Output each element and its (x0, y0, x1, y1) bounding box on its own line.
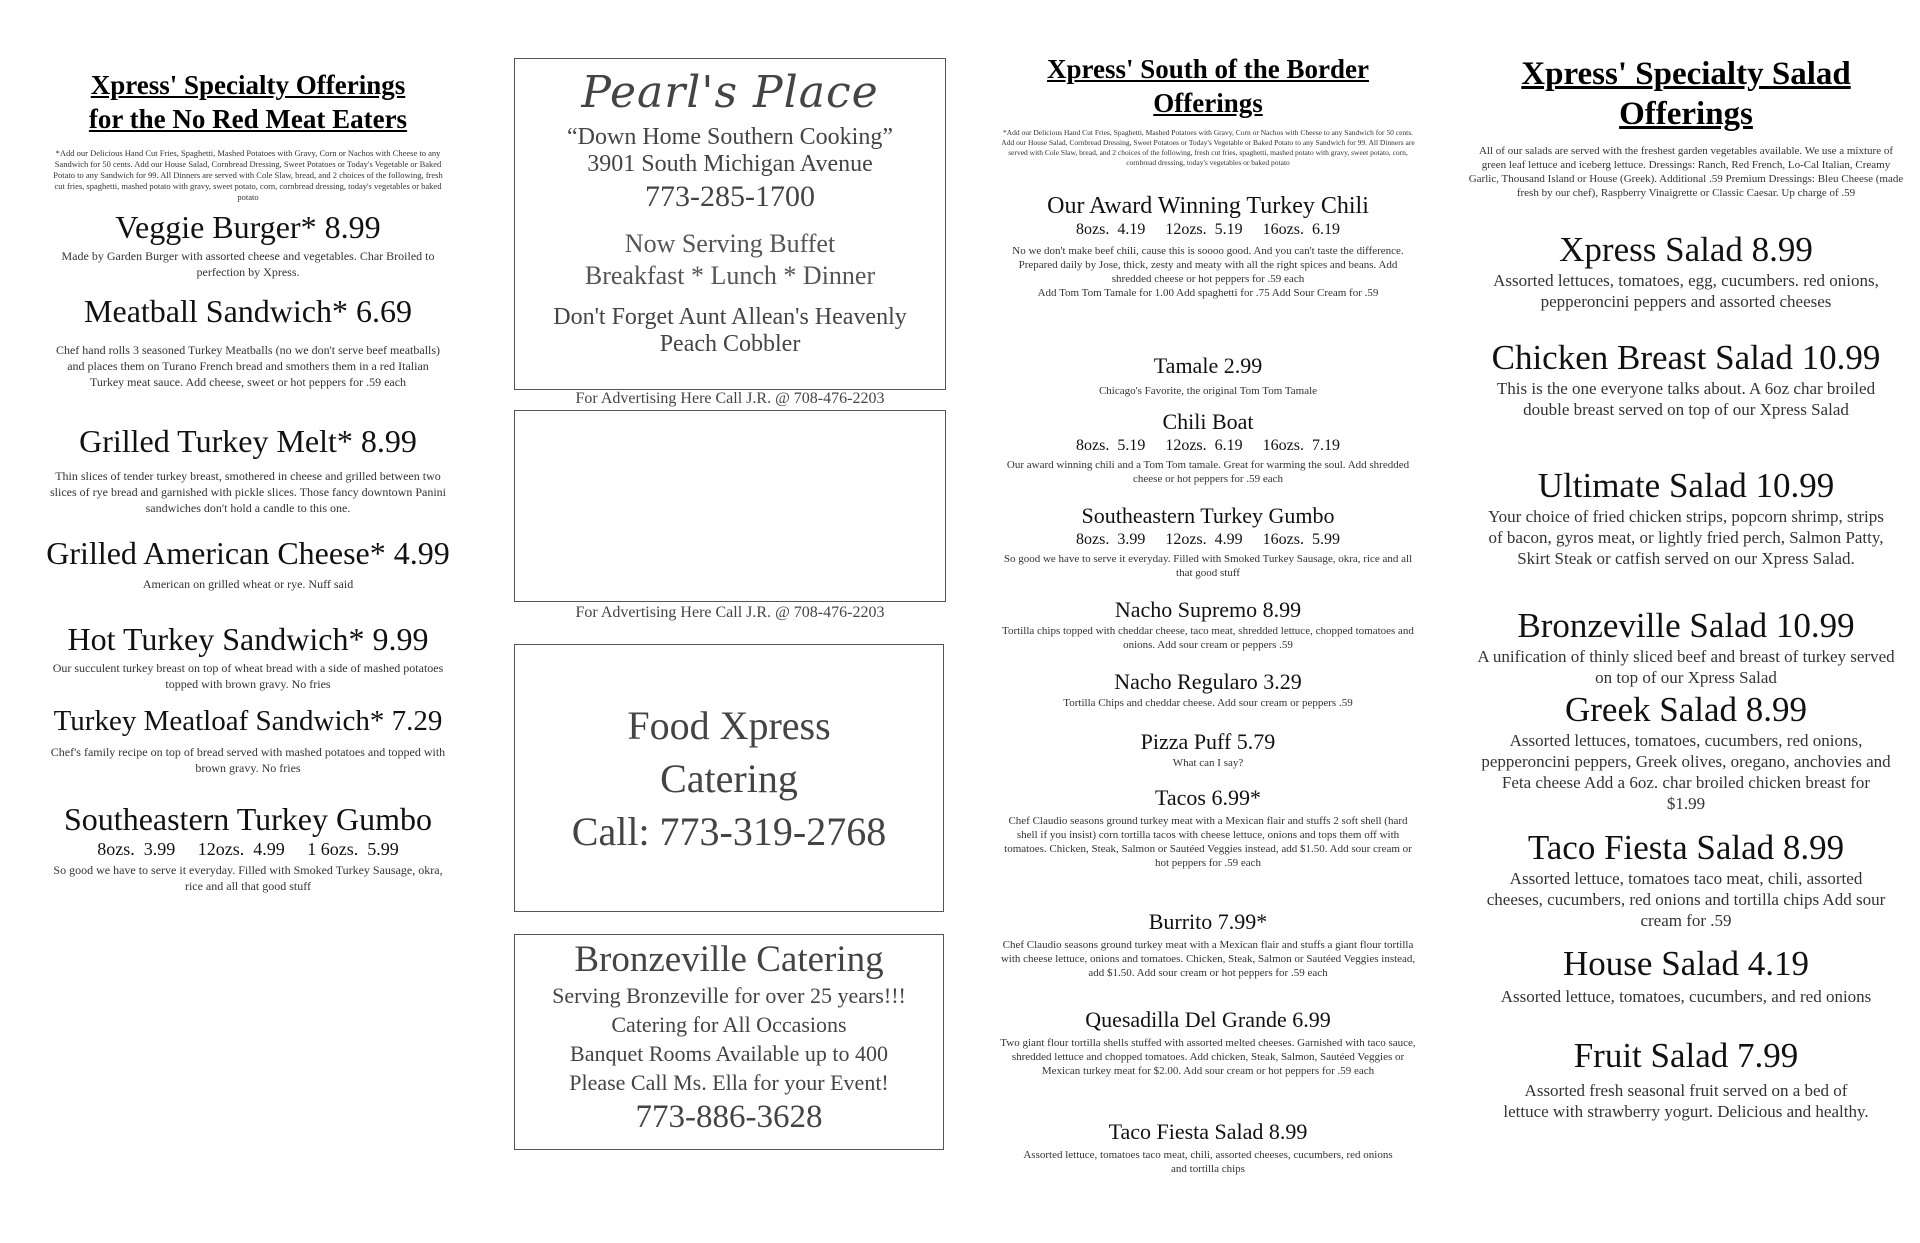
section-intro: All of our salads are served with the freshest garden vegetables available. We use a mixture of green leaf lettuce and iceberg lettuce. Dressings: Ranch, Red French, Lo-Cal Italian, Creamy Garlic, Thousand Island or House (Greek). Additional .59 Premium Dressings: Bleu Cheese (made fresh by our chef), Raspberry Vinaigrette or Classic Caesar. Up charge of .59 (1468, 145, 1904, 199)
item-name: Ultimate Salad 10.99 (1537, 466, 1835, 505)
ad-title: Bronzeville Catering (574, 939, 884, 980)
menu-item (18, 800, 478, 894)
item-description: This is the one everyone talks about. A 6oz char broiled double breast served on top of our Xpress Salad (1496, 379, 1876, 419)
item-name: Hot Turkey Sandwich* 9.99 (67, 621, 429, 657)
section-heading-line1: Xpress' South of the Border (1046, 54, 1369, 84)
item-description: Assorted lettuces, tomatoes, egg, cucumbers. red onions, pepperoncini peppers and assorted cheeses (1493, 271, 1879, 311)
advertising-notice: For Advertising Here Call J.R. @ 708-476-2203 (575, 604, 885, 621)
menu-item (980, 596, 1436, 652)
section-heading-line2: Offerings (1619, 96, 1753, 132)
menu-item (1458, 606, 1914, 688)
item-description: Assorted fresh seasonal fruit served on a bed of lettuce with strawberry yogurt. Delicious and healthy. (1503, 1081, 1869, 1121)
item-name: Nacho Supremo 8.99 (1114, 597, 1302, 622)
ad-title: Pearl's Place (581, 67, 879, 118)
item-description: A unification of thinly sliced beef and breast of turkey served on top of our Xpress Salad (1477, 647, 1895, 687)
ad-line4: Please Call Ms. Ella for your Event! (569, 1070, 889, 1095)
item-name: Tamale 2.99 (1153, 353, 1263, 378)
menu-item (980, 1006, 1436, 1078)
advertising-notice: For Advertising Here Call J.R. @ 708-476-2203 (575, 390, 885, 407)
ad-tagline: “Down Home Southern Cooking” (567, 124, 893, 150)
menu-item (980, 408, 1436, 486)
ad-serving-line2: Breakfast * Lunch * Dinner (584, 261, 876, 290)
item-description: Assorted lettuce, tomatoes, cucumbers, and red onions (1500, 987, 1872, 1006)
empty-ad-box (514, 410, 946, 602)
ad-line1: Serving Bronzeville for over 25 years!!! (552, 983, 906, 1008)
menu-item (1458, 230, 1914, 312)
menu-item (1458, 828, 1914, 931)
item-description: American on grilled wheat or rye. Nuff said (142, 577, 354, 591)
item-description: Made by Garden Burger with assorted cheese and vegetables. Char Broiled to perfection by Xpress. (61, 249, 435, 279)
item-name: Grilled American Cheese* 4.99 (46, 535, 450, 571)
menu-item (18, 422, 478, 516)
menu-item (18, 292, 478, 390)
menu-item (1458, 466, 1914, 569)
item-name: House Salad 4.19 (1563, 944, 1809, 983)
ad-line3: Banquet Rooms Available up to 400 (570, 1041, 888, 1066)
ad-phone: 773-285-1700 (645, 180, 815, 213)
menu-item (18, 534, 478, 592)
item-name: Xpress Salad 8.99 (1559, 230, 1813, 269)
item-name: Nacho Regularo 3.29 (1114, 669, 1302, 694)
menu-item (980, 192, 1436, 300)
item-name: Southeastern Turkey Gumbo (64, 801, 432, 837)
item-name: Taco Fiesta Salad 8.99 (1108, 1119, 1308, 1144)
item-name: Our Award Winning Turkey Chili (1047, 193, 1369, 219)
item-name: Burrito 7.99* (1148, 909, 1268, 934)
item-description: Chef Claudio seasons ground turkey meat with a Mexican flair and stuffs a giant flour tortilla with cheese lettuce, onions and tomatoes. Chicken, Steak, Salmon or Sautéed Veggies instead, add $1.50. Add sour cream or hot peppers for .59 each (1000, 939, 1416, 979)
menu-item (18, 704, 478, 776)
menu-item (980, 668, 1436, 710)
item-description: No we don't make beef chili, cause this is soooo good. And you can't taste the difference. Prepared daily by Jose, thick, zesty and meaty with all the right spices and beans. Add shredded cheese or hot peppers for .59 each (1012, 245, 1404, 285)
item-name: Quesadilla Del Grande 6.99 (1085, 1007, 1331, 1032)
item-name: Southeastern Turkey Gumbo (1081, 503, 1335, 528)
item-sizes: 8ozs. 3.99 12ozs. 4.99 1 6ozs. 5.99 (97, 839, 399, 859)
item-description: Chef hand rolls 3 seasoned Turkey Meatballs (no we don't serve beef meatballs) and places them on Turano French bread and smothers them in a red Italian Turkey meat sauce. Add cheese, sweet or hot peppers for .59 each (55, 343, 441, 389)
section-intro: *Add our Delicious Hand Cut Fries, Spaghetti, Mashed Potatoes with Gravy, Corn or Nachos with Cheese to any Sandwich for 50 cents. Add our House Salad, Cornbread Dressing, Sweet Potatoes or Today's Vegetable or Baked Potato to any Sandwich for 99. All Dinners are served with Cole Slaw, bread, and 2 choices of the following, fresh cut fries, spaghetti, mashed potato with gravy, sweet potato, corn, cornbread dressing, today's vegetables or baked potato (53, 148, 443, 202)
menu-item (18, 620, 478, 692)
menu-item (980, 728, 1436, 770)
catering-line2: Catering (660, 756, 798, 801)
item-description: Chef's family recipe on top of bread served with mashed potatoes and topped with brown gravy. No fries (50, 745, 446, 775)
item-name: Bronzeville Salad 10.99 (1517, 606, 1855, 645)
section-heading-line2: for the No Red Meat Eaters (88, 104, 408, 134)
menu-item (18, 208, 478, 280)
section-heading-line2: Offerings (1153, 88, 1263, 118)
menu-item (980, 784, 1436, 870)
ad-cobbler-line1: Don't Forget Aunt Allean's Heavenly (553, 304, 907, 330)
item-description: Chef Claudio seasons ground turkey meat with a Mexican flair and stuffs 2 soft shell (hard shell if you insist) corn tortilla tacos with cheese lettuce, onions and tops them off with tomatoes. Chicken, Steak, Salmon or Sautéed Veggies instead, add $1.50. Add sour cream or hot peppers for .59 each (1004, 815, 1412, 869)
item-name: Pizza Puff 5.79 (1140, 729, 1276, 754)
menu-item (980, 1118, 1436, 1176)
menu-item (1458, 690, 1914, 814)
ad-line2: Catering for All Occasions (611, 1012, 847, 1037)
item-name: Turkey Meatloaf Sandwich* 7.29 (53, 705, 443, 737)
bronzeville-catering-ad (514, 934, 944, 1150)
item-sizes: 8ozs. 3.99 12ozs. 4.99 16ozs. 5.99 (1076, 531, 1340, 548)
menu-item (1458, 338, 1914, 420)
ad-phone: 773-886-3628 (635, 1099, 823, 1135)
food-xpress-catering-ad (514, 644, 944, 912)
item-description: Tortilla Chips and cheddar cheese. Add sour cream or peppers .59 (1063, 697, 1353, 709)
item-description: What can I say? (1172, 757, 1244, 769)
item-description: Assorted lettuce, tomatoes taco meat, chili, assorted cheeses, cucumbers, red onions and tortilla chips Add sour cream for .59 (1486, 869, 1886, 930)
item-description: Tortilla chips topped with cheddar cheese, taco meat, shredded lettuce, chopped tomatoes and onions. Add sour cream or peppers .59 (1002, 625, 1414, 651)
item-description: So good we have to serve it everyday. Filled with Smoked Turkey Sausage, okra, rice and all that good stuff (1003, 553, 1413, 579)
item-description: Assorted lettuce, tomatoes taco meat, chili, assorted cheeses, cucumbers, red onions and tortilla chips (1023, 1149, 1393, 1175)
section-heading-line1: Xpress' Specialty Offerings (90, 70, 406, 100)
ad-serving-line1: Now Serving Buffet (624, 229, 836, 258)
item-sizes: 8ozs. 5.19 12ozs. 6.19 16ozs. 7.19 (1076, 437, 1340, 454)
catering-phone: Call: 773-319-2768 (571, 809, 887, 854)
item-sizes: 8ozs. 4.19 12ozs. 5.19 16ozs. 6.19 (1076, 221, 1340, 238)
ad-cobbler-line2: Peach Cobbler (659, 331, 801, 357)
item-description: Thin slices of tender turkey breast, smothered in cheese and grilled between two slices of rye bread and garnished with pickle slices. Those fancy downtown Panini sandwiches don't hold a candle to this one. (49, 469, 446, 515)
item-description: Two giant flour tortilla shells stuffed with assorted melted cheeses. Garnished with taco sauce, shredded lettuce and chopped tomatoes. Add chicken, Steak, Salmon, Sautéed Veggies or Mexican turkey meat for $2.00. Add sour cream or hot peppers for .59 each (1000, 1037, 1416, 1077)
item-name: Meatball Sandwich* 6.69 (84, 293, 412, 329)
item-name: Greek Salad 8.99 (1564, 690, 1807, 729)
item-addons: Add Tom Tom Tamale for 1.00 Add spaghetti for .75 Add Sour Cream for .59 (1037, 287, 1379, 299)
catering-line1: Food Xpress (627, 703, 831, 748)
ad-address: 3901 South Michigan Avenue (587, 151, 873, 177)
pearls-place-ad (514, 58, 946, 390)
item-description: Assorted lettuces, tomatoes, cucumbers, red onions, pepperoncini peppers, Greek olives, oregano, anchovies and Feta cheese Add a 6oz. char broiled chicken breast for $1.99 (1481, 731, 1891, 813)
item-name: Taco Fiesta Salad 8.99 (1527, 828, 1845, 867)
item-description: Your choice of fried chicken strips, popcorn shrimp, strips of bacon, gyros meat, or lightly fried perch, Salmon Patty, Skirt Steak or catfish served on our Xpress Salad. (1488, 507, 1884, 568)
menu-item (980, 352, 1436, 398)
item-name: Grilled Turkey Melt* 8.99 (79, 423, 417, 459)
item-name: Tacos 6.99* (1155, 785, 1261, 810)
item-name: Chicken Breast Salad 10.99 (1491, 338, 1881, 377)
item-description: Chicago's Favorite, the original Tom Tom Tamale (1098, 385, 1318, 397)
section-intro: *Add our Delicious Hand Cut Fries, Spaghetti, Mashed Potatoes with Gravy, Corn or Nachos with Cheese to any Sandwich for 50 cents. Add our House Salad, Cornbread Dressing, Sweet Potatoes or Today's Vegetable or Baked Potato to any Sandwich for 99. All Dinners are served with Cole Slaw, bread, and 2 choices of the following, fresh cut fries, spaghetti, mashed potato with gravy, sweet potato, corn, cornbread dressing, today's vegetables or baked potato (1001, 128, 1415, 167)
item-name: Fruit Salad 7.99 (1573, 1036, 1799, 1075)
menu-item (1458, 944, 1914, 1007)
menu-item (980, 502, 1436, 580)
item-description: Our succulent turkey breast on top of wheat bread with a side of mashed potatoes topped with brown gravy. No fries (52, 661, 444, 691)
section-heading-line1: Xpress' Specialty Salad (1521, 56, 1851, 92)
item-description: So good we have to serve it everyday. Filled with Smoked Turkey Sausage, okra, rice and all that good stuff (53, 863, 443, 893)
menu-item (1458, 1036, 1914, 1122)
item-name: Chili Boat (1162, 409, 1254, 434)
menu-item (980, 908, 1436, 980)
item-description: Our award winning chili and a Tom Tom tamale. Great for warming the soul. Add shredded cheese or hot peppers for .59 each (1006, 459, 1410, 485)
item-name: Veggie Burger* 8.99 (115, 209, 381, 245)
